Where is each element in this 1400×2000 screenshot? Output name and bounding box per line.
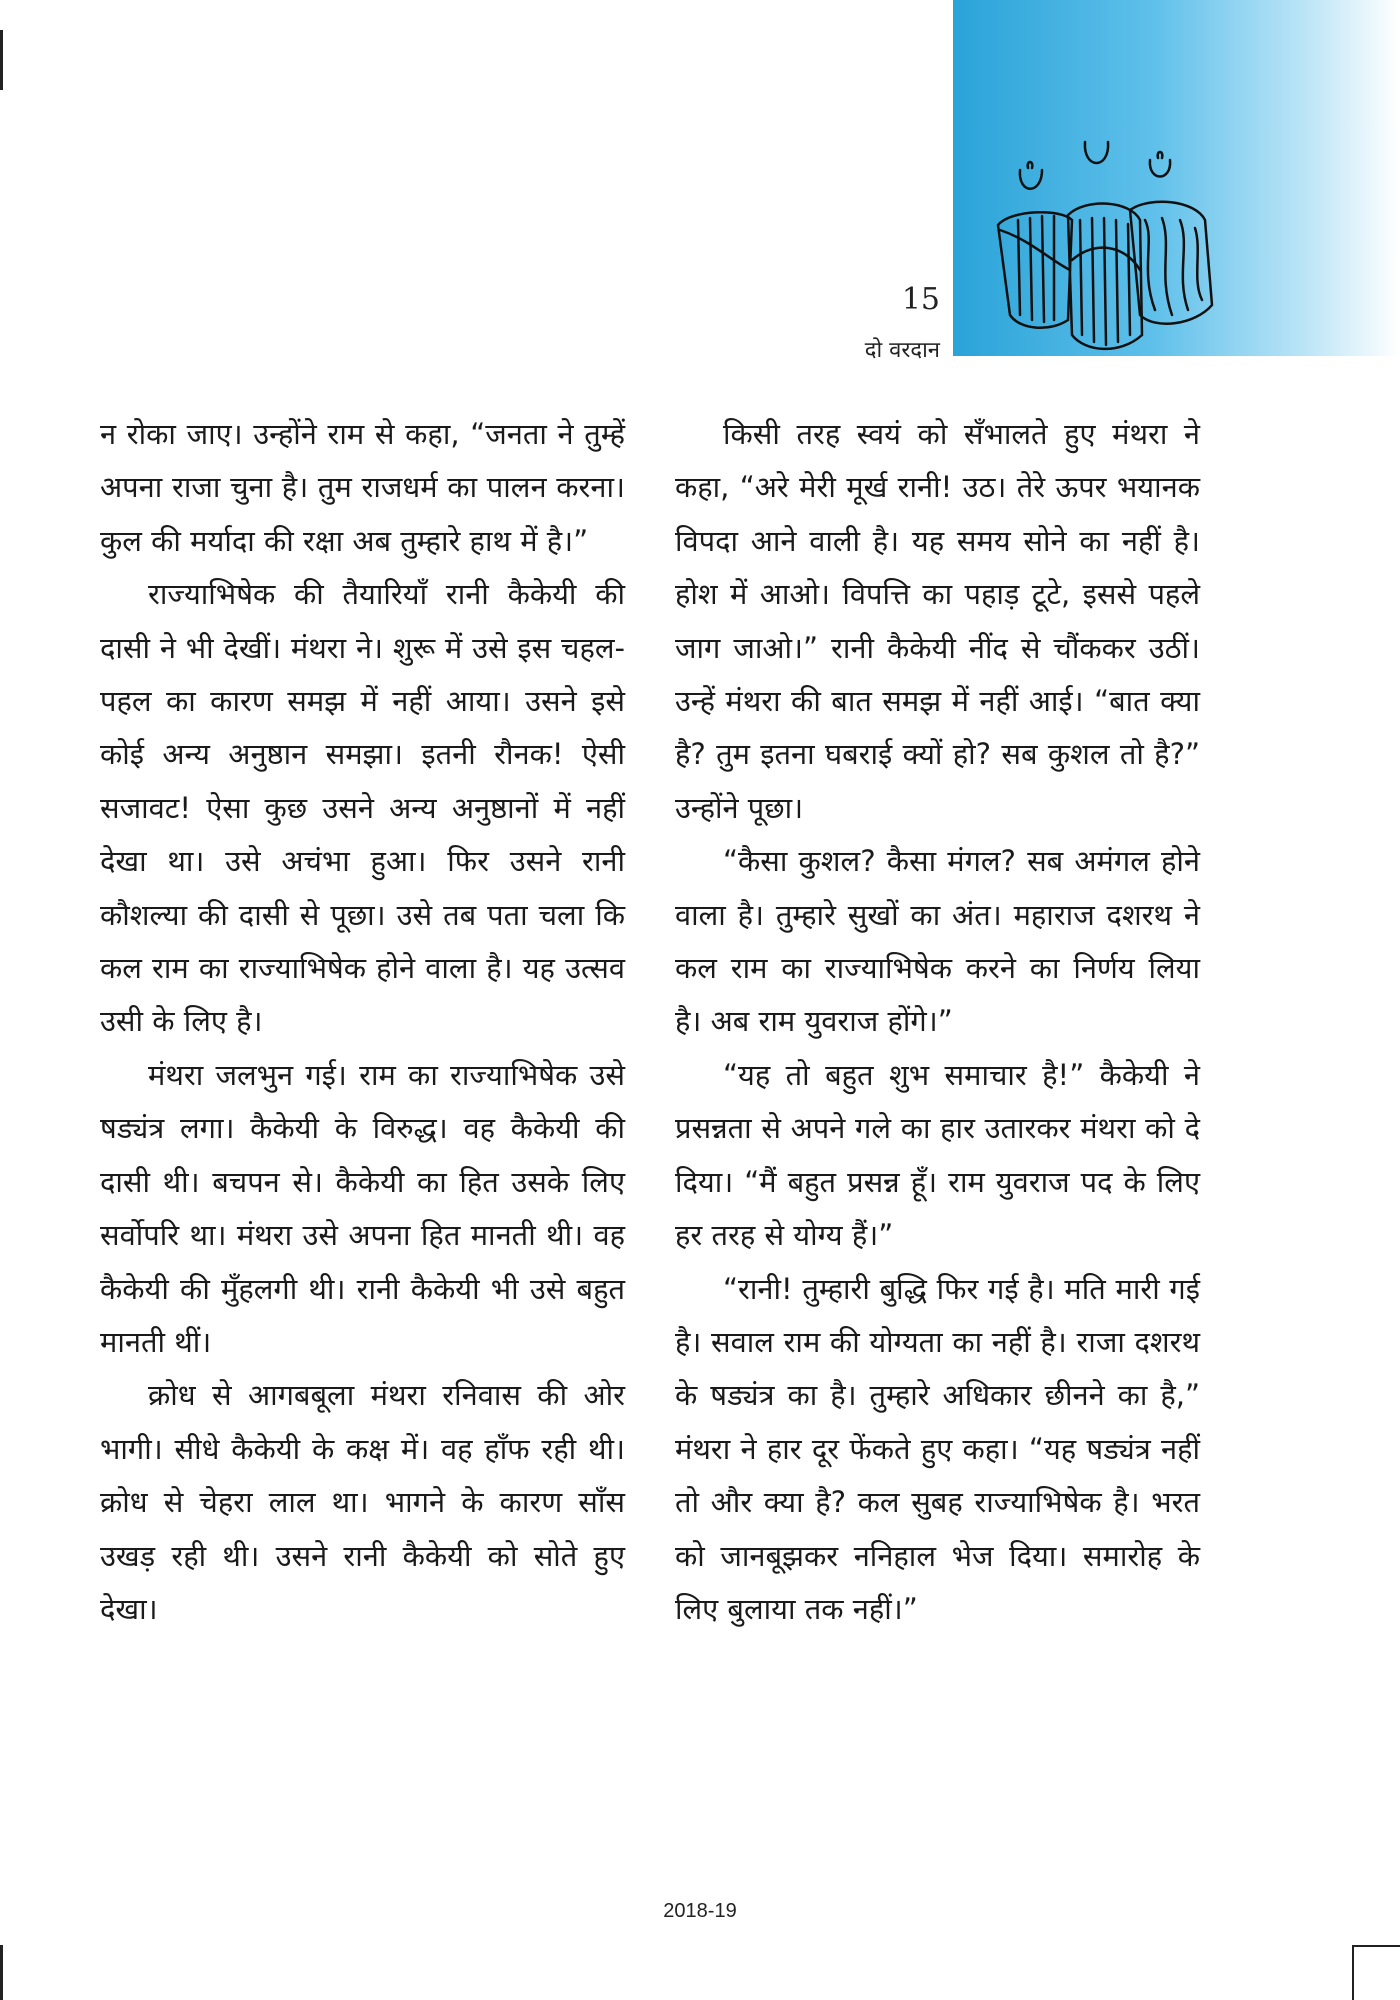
left-text-column xyxy=(100,408,625,1636)
paragraph: “कैसा कुशल? कैसा मंगल? सब अमंगल होने वाला है। तुम्हारे सुखों का अंत। महाराज दशरथ ने कल राम का राज्याभिषेक करने का निर्णय लिया है। अब राम युवराज होंगे।” xyxy=(675,844,1200,1039)
footer-year: 2018-19 xyxy=(663,1900,737,1922)
paragraph: क्रोध से आगबबूला मंथरा रनिवास की ओर भागी। सीधे कैकेयी के कक्ष में। वह हाँफ रही थी। क्रोध से चेहरा लाल था। भागने के कारण साँस उखड़ रही थी। उसने रानी कैकेयी को सोते हुए देखा। xyxy=(100,1378,625,1626)
three-figures-illustration xyxy=(990,120,1220,360)
right-text-column xyxy=(675,408,1200,1636)
crop-mark xyxy=(0,30,3,90)
paragraph: न रोका जाए। उन्होंने राम से कहा, “जनता ने तुम्हें अपना राजा चुना है। तुम राजधर्म का पालन करना। कुल की मर्यादा की रक्षा अब तुम्हारे हाथ में है।” xyxy=(100,417,625,558)
paragraph: किसी तरह स्वयं को सँभालते हुए मंथरा ने कहा, “अरे मेरी मूर्ख रानी! उठ। तेरे ऊपर भयानक विपदा आने वाली है। यह समय सोने का नहीं है। होश में आओ। विपत्ति का पहाड़ टूटे, इससे पहले जाग जाओ।” रानी कैकेयी नींद से चौंककर उठीं। उन्हें मंथरा की बात समझ में नहीं आई। “बात क्या है? तुम इतना घबराई क्यों हो? सब कुशल तो है?” उन्होंने पूछा। xyxy=(675,417,1200,825)
paragraph: राज्याभिषेक की तैयारियाँ रानी कैकेयी की दासी ने भी देखीं। मंथरा ने। शुरू में उसे इस चहल-पहल का कारण समझ में नहीं आया। उसने इसे कोई अन्य अनुष्ठान समझा। इतनी रौनक! ऐसी सजावट! ऐसा कुछ उसने अन्य अनुष्ठानों में नहीं देखा था। उसे अचंभा हुआ। फिर उसने रानी कौशल्या की दासी से पूछा। उसे तब पता चला कि कल राम का राज्याभिषेक होने वाला है। यह उत्सव उसी के लिए है। xyxy=(100,577,625,1039)
crop-mark xyxy=(0,1945,3,2000)
crop-mark xyxy=(1352,1945,1400,1947)
paragraph: “रानी! तुम्हारी बुद्धि फिर गई है। मति मारी गई है। सवाल राम की योग्यता का नहीं है। राजा दशरथ के षड्यंत्र का है। तुम्हारे अधिकार छीनने का है,” मंथरा ने हार दूर फेंकते हुए कहा। “यह षड्यंत्र नहीं तो और क्या है? कल सुबह राज्याभिषेक है। भरत को जानबूझकर ननिहाल भेज दिया। समारोह के लिए बुलाया तक नहीं।” xyxy=(675,1271,1200,1626)
chapter-title: दो वरदान xyxy=(864,338,940,363)
crop-mark xyxy=(1352,1945,1354,2000)
paragraph: मंथरा जलभुन गई। राम का राज्याभिषेक उसे षड्यंत्र लगा। कैकेयी के विरुद्ध। वह कैकेयी की दासी थी। बचपन से। कैकेयी का हित उसके लिए सर्वोपरि था। मंथरा उसे अपना हित मानती थी। वह कैकेयी की मुँहलगी थी। रानी कैकेयी भी उसे बहुत मानती थीं। xyxy=(100,1057,625,1359)
paragraph: “यह तो बहुत शुभ समाचार है!” कैकेयी ने प्रसन्नता से अपने गले का हार उतारकर मंथरा को दे दिया। “मैं बहुत प्रसन्न हूँ। राम युवराज पद के लिए हर तरह से योग्य हैं।” xyxy=(675,1057,1200,1253)
page-number: 15 xyxy=(901,282,940,317)
